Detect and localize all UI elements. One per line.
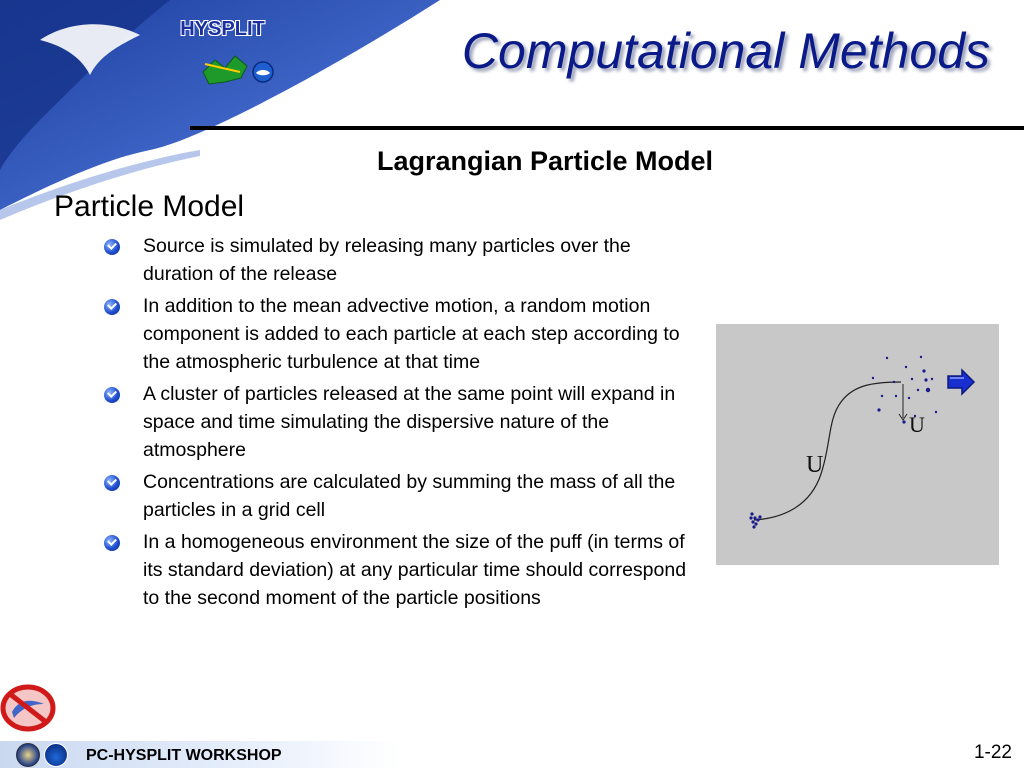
bullet-text: In addition to the mean advective motion, a random motion component is added to each particle at each step according to the atmospheric turbulence at that time [143, 295, 680, 373]
section-heading: Particle Model [54, 190, 245, 223]
no-sign-icon [0, 684, 56, 732]
bullet-icon [104, 535, 120, 551]
trajectory-line [754, 382, 901, 520]
hysplit-logo-text: HYSPLIT [180, 18, 265, 40]
noaa-footer-icon [44, 743, 68, 767]
slide-title: Computational Methods [461, 23, 990, 79]
bullet-icon [104, 475, 120, 491]
bullet-text: Source is simulated by releasing many particles over the duration of the release [143, 235, 631, 285]
bullet-item [104, 468, 694, 524]
bullet-list [104, 232, 694, 616]
slide-subtitle: Lagrangian Particle Model [376, 146, 714, 176]
mean-wind-label: U [806, 452, 824, 478]
page-number: 1-22 [973, 742, 1012, 763]
bullet-text: In a homogeneous environment the size of the puff (in terms of its standard deviation) at any particular time should correspond to the second moment of the particle positions [143, 531, 687, 609]
bullet-icon [104, 387, 120, 403]
bullet-item [104, 232, 694, 288]
bullet-icon [104, 239, 120, 255]
turbulent-wind-label: U [909, 412, 925, 437]
dispersed-particles [872, 356, 937, 424]
footer-workshop-label: PC-HYSPLIT WORKSHOP [86, 747, 282, 764]
bullet-text: Concentrations are calculated by summing the mass of all the particles in a grid cell [143, 471, 676, 521]
hysplit-logo [165, 18, 280, 90]
bullet-text: A cluster of particles released at the same point will expand in space and time simulating the dispersive nature of the atmosphere [143, 383, 676, 461]
bullet-item [104, 292, 694, 376]
bullet-item [104, 528, 694, 612]
doc-seal-icon [16, 743, 40, 767]
bullet-item [104, 380, 694, 464]
title-divider [190, 126, 1024, 130]
direction-arrow-icon [948, 370, 974, 394]
noaa-logo-icon [195, 42, 275, 92]
particle-diagram [716, 324, 999, 565]
source-particles [749, 512, 761, 528]
bullet-icon [104, 299, 120, 315]
